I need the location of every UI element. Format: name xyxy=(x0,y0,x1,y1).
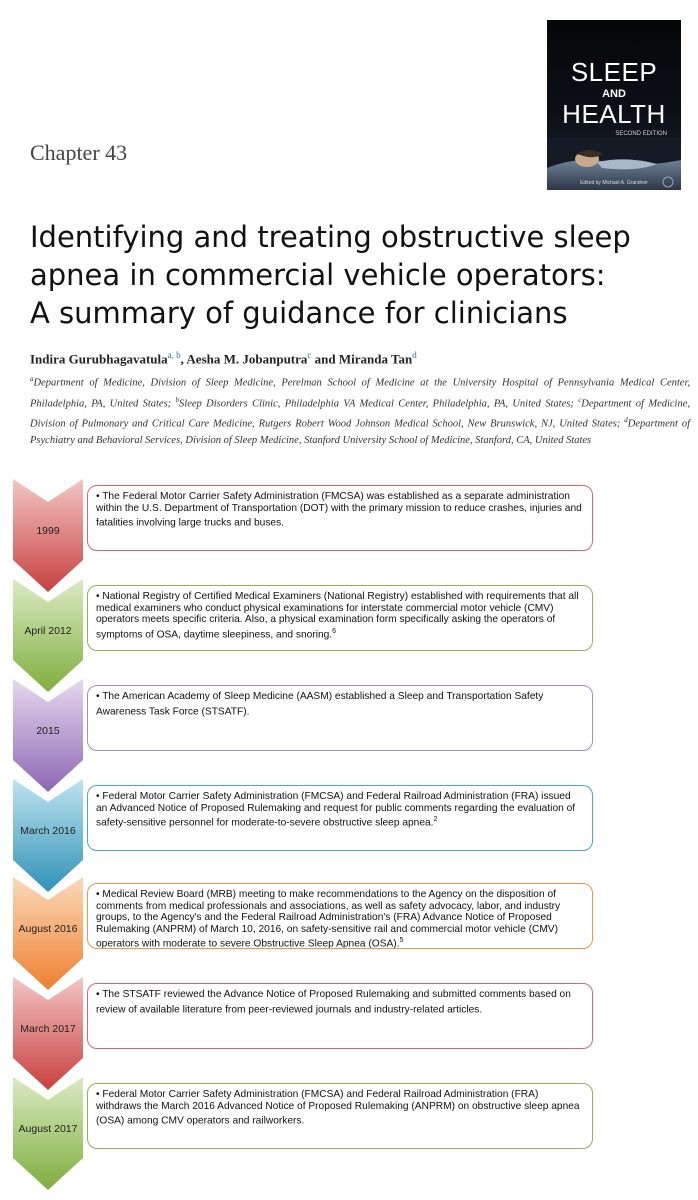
timeline-description-box xyxy=(87,1083,593,1149)
affiliations xyxy=(30,371,690,449)
author-affil-marker: c xyxy=(307,350,312,360)
timeline-date: 1999 xyxy=(36,525,60,537)
author-separator: , xyxy=(180,351,187,367)
timeline-description: • The STSATF reviewed the Advance Notice of Proposed Rulemaking and submitted comments based on review of available literature from peer-reviewed journals and industry-related articles. xyxy=(96,989,571,1015)
cover-title-and: AND xyxy=(602,88,626,100)
title-line-2: apnea in commercial vehicle operators: xyxy=(30,258,606,292)
cover-title-sleep: SLEEP xyxy=(570,57,658,87)
cover-title-health: HEALTH xyxy=(562,99,666,129)
timeline-description: • National Registry of Certified Medical Examiners (National Registry) established with requirements that all medical examiners who conduct physical examinations for interstate commercial motor vehicle (CMV) operators meets specific criteria. Also, a physical examination form specifically asking the operators of symptoms of OSA, daytime sleepiness, and snoring. xyxy=(96,591,579,641)
author-name: Miranda Tan xyxy=(338,351,413,367)
author-list xyxy=(30,350,417,367)
affiliation-marker: c xyxy=(578,395,582,404)
timeline-description: • Federal Motor Carrier Safety Administration (FMCSA) and Federal Railroad Administration (FRA) issued an Advanced Notice of Proposed Rulemaking and request for public comments regarding the evaluation of safety-sensitive personnel for moderate-to-severe obstructive sleep apnea. xyxy=(96,791,576,829)
timeline-date: 2015 xyxy=(36,725,60,737)
cover-edition: SECOND EDITION xyxy=(615,131,667,137)
author-affil-marker: d xyxy=(412,350,417,360)
timeline-date: August 2017 xyxy=(18,1123,78,1135)
title-line-1: Identifying and treating obstructive sleep xyxy=(30,220,631,254)
timeline-date: March 2017 xyxy=(20,1023,76,1035)
cover-editor: Edited by Michael A. Grandner xyxy=(580,180,648,186)
chapter-label: Chapter 43 xyxy=(30,140,128,165)
timeline-description-box xyxy=(87,585,593,651)
timeline-description-box xyxy=(87,983,593,1049)
affiliation-marker: d xyxy=(624,416,628,424)
title-line-3: A summary of guidance for clinicians xyxy=(30,296,568,330)
timeline-description: • Federal Motor Carrier Safety Administration (FMCSA) and Federal Railroad Administration (FRA) withdraws the March 2016 Advanced Notice of Proposed Rulemaking (ANPRM) on obstructive sleep apnea (OSA) among CMV operators and railworkers. xyxy=(96,1089,580,1127)
timeline-description-box xyxy=(87,485,593,551)
reference-number: 5 xyxy=(399,937,404,945)
timeline-description: • The American Academy of Sleep Medicine (AASM) established a Sleep and Transportation Safety Awareness Task Force (STSATF). xyxy=(96,691,544,717)
timeline-date: August 2016 xyxy=(18,923,78,935)
timeline-description: • The Federal Motor Carrier Safety Administration (FMCSA) was established as a separate administration within the U.S. Department of Transportation (DOT) with the primary mission to reduce crashes, injuries and fatalities involving large trucks and buses. xyxy=(96,491,582,529)
reference-number: 2 xyxy=(433,816,438,824)
timeline-event xyxy=(0,1076,698,1194)
timeline-date: March 2016 xyxy=(20,825,76,837)
affiliation-text: Department of Medicine, Division of Pulmonary and Critical Care Medicine, Rutgers Robert Wood Johnson Medical School, New Brunswick, NJ, United States; xyxy=(30,398,691,430)
author-separator: and xyxy=(311,351,339,367)
timeline-description-box xyxy=(87,883,593,949)
book-cover xyxy=(547,20,681,190)
author-affil-marker: a, b xyxy=(167,350,181,360)
timeline-description-box xyxy=(87,785,593,851)
affiliation-text: Department of Psychiatry and Behavioral Services, Division of Sleep Medicine, Stanford University School of Medicine, Stanford, CA, United States xyxy=(30,418,690,446)
reference-number: 6 xyxy=(332,627,337,635)
affiliation-marker: a xyxy=(30,375,34,383)
timeline-date: April 2012 xyxy=(24,625,72,637)
chapter-title xyxy=(30,218,698,332)
timeline-description-box xyxy=(87,685,593,751)
author-name: Indira Gurubhagavatula xyxy=(30,351,168,367)
affiliation-text: Department of Medicine, Division of Sleep Medicine, Perelman School of Medicine at the University Hospital of Pennsylvania Medical Center, Philadelphia, PA, United States; xyxy=(30,377,690,409)
affiliation-text: Sleep Disorders Clinic, Philadelphia VA Medical Center, Philadelphia, PA, United States; xyxy=(179,398,579,409)
timeline-description: • Medical Review Board (MRB) meeting to make recommendations to the Agency on the disposition of comments from medical professionals and associations, as well as safety advocacy, labor, and industry groups, to the Agency's and the Federal Railroad Administration's (FRA) Advance Notice of Proposed Rulemaking (ANPRM) of March 10, 2016, on safety-sensitive rail and commercial motor vehicle (CMV) operators with moderate to severe Obstructive Sleep Apnea (OSA). xyxy=(96,889,561,949)
author-name: Aesha M. Jobanputra xyxy=(186,351,308,367)
affiliation-marker: b xyxy=(175,395,180,404)
